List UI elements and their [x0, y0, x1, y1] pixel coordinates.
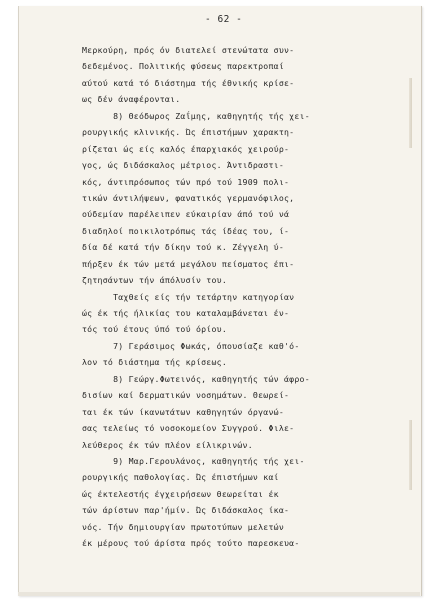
- text-line: πήρξεν έκ τών μετά μεγάλου πείσματος έπι-: [82, 258, 295, 269]
- text-line: ρουργικής παθολογίας. Ώς έπιστήμων καί: [82, 472, 279, 483]
- text-line: νός. Τήν δημιουργίαν πρωτοτύπων μελετών: [82, 521, 284, 532]
- text-line: γος, ώς διδάσκαλος μέτριος. Άντιδραστι-: [82, 160, 284, 171]
- text-line: 8) Θεόδωρος Ζαΐμης, καθηγητής τής χει-: [82, 110, 310, 121]
- text-line: Μερκούρη, πρός όν διατελεί στενώτατα συν-: [82, 45, 295, 55]
- text-line: κός, άντιπρόσωπος τών πρό τού 1909 πολι-: [82, 176, 290, 187]
- page-edge: [18, 592, 420, 596]
- typed-body-text: [82, 42, 392, 552]
- text-line: 7) Γεράσιμος Φωκάς, όπουσίαζε καθ'ό-: [82, 340, 300, 351]
- text-line: ούδεμίαν παρέλειπεν εύκαιρίαν άπό τού νά: [82, 209, 290, 220]
- text-line: έκ μέρους τού άρίστα πρός τούτο παρεσκευα-: [82, 538, 300, 549]
- text-line: ώς έκ τής ήλικίας του καταλαμβάνεται έν-: [82, 308, 290, 318]
- text-line: Ταχθείς είς τήν τετάρτην κατηγορίαν: [82, 291, 295, 302]
- text-line: ται έκ τών ίκανωτάτων καθηγητών όργανώ-: [82, 406, 284, 417]
- text-line: αύτού κατά τό διάστημα τής έθνικής κρίσε-: [82, 77, 295, 88]
- text-line: διαδηλοί ποικιλοτρόπως τάς ίδέας του, ί-: [82, 225, 290, 236]
- text-line: σας τελείως τό νοσοκομείον Συγγρού. Φιλε-: [82, 423, 295, 434]
- text-line: τών άρίστων παρ'ήμίν. Ώς διδάσκαλος ίκα-: [82, 505, 290, 516]
- text-line: δισίων καί δερματικών νοσημάτων. Θεωρεί-: [82, 390, 290, 401]
- text-line: 8) Γεώργ.Φωτεινός, καθηγητής τών άφρο-: [82, 373, 310, 384]
- text-line: 9) Μαρ.Γερουλάνος, καθηγητής τής χει-: [82, 455, 305, 466]
- text-line: ως δέν άναφέρονται.: [82, 94, 181, 105]
- text-line: τικών άντιλήψεων, φανατικός γερμανόφιλος,: [82, 192, 295, 203]
- text-line: ρουργικής κλινικής. Ώς έπιστήμων χαρακτη-: [82, 127, 295, 138]
- text-line: ζητησάντων τήν άπόλυσίν του.: [82, 275, 228, 286]
- text-line: τός τού έτους ύπό τού όρίου.: [82, 324, 228, 335]
- text-line: λον τό διάστημα τής κρίσεως.: [82, 357, 228, 368]
- binding-edge-mark: [409, 420, 412, 490]
- text-line: ώς έκτελεστής έγχειρήσεων θεωρείται έκ: [82, 488, 279, 499]
- text-line: ρίζεται ώς είς καλός έπαρχιακός χειρούρ-: [82, 143, 290, 154]
- text-line: δία δέ κατά τήν δίκην τού κ. Ζέγγελη ύ-: [82, 242, 284, 253]
- text-line: λεύθερος έκ τών πλέον είλικρινών.: [82, 439, 253, 450]
- text-line: δεδεμένος. Πολιτικής φύσεως παρεκτροπαί: [82, 61, 284, 72]
- binding-edge-mark: [409, 78, 412, 148]
- page-number: - 62 -: [205, 14, 243, 25]
